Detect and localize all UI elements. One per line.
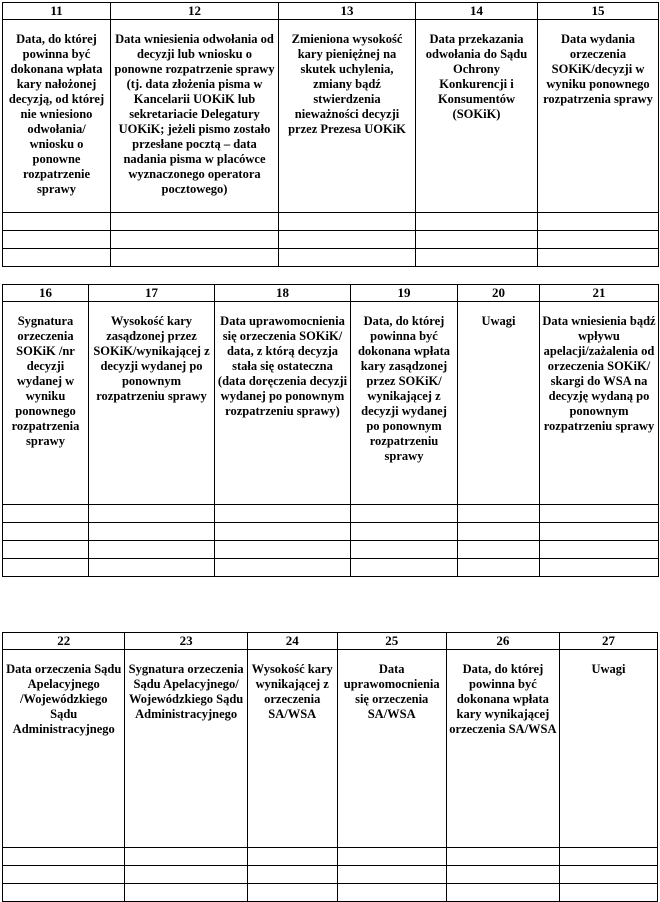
- empty-cell[interactable]: [125, 866, 247, 884]
- empty-cell[interactable]: [540, 523, 659, 541]
- empty-cell[interactable]: [89, 523, 215, 541]
- column-header: Wysokość kary zasądzonej przez SOKiK/wynikającej z decyzji wydanej po ponownym rozpatrzeniu sprawy: [89, 302, 215, 505]
- empty-cell[interactable]: [247, 866, 337, 884]
- column-number: 26: [446, 633, 559, 650]
- empty-cell[interactable]: [351, 559, 458, 577]
- empty-cell[interactable]: [458, 541, 540, 559]
- empty-cell[interactable]: [3, 249, 111, 267]
- column-header: Sygnatura orzeczenia Sądu Apelacyjnego/ Wojewódzkiego Sądu Administracyjnego: [125, 650, 247, 848]
- empty-cell[interactable]: [3, 866, 125, 884]
- empty-cell[interactable]: [540, 559, 659, 577]
- empty-cell[interactable]: [247, 848, 337, 866]
- empty-cell[interactable]: [3, 213, 111, 231]
- empty-cell[interactable]: [111, 231, 279, 249]
- empty-table-row: [3, 541, 659, 559]
- empty-cell[interactable]: [416, 249, 538, 267]
- column-number: 20: [458, 285, 540, 302]
- empty-table-row: [3, 231, 659, 249]
- empty-cell[interactable]: [540, 541, 659, 559]
- empty-cell[interactable]: [215, 559, 351, 577]
- column-number: 18: [215, 285, 351, 302]
- register-table-columns-22-27: [2, 632, 658, 902]
- empty-cell[interactable]: [89, 541, 215, 559]
- empty-table-row: [3, 559, 659, 577]
- empty-table-row: [3, 848, 658, 866]
- empty-cell[interactable]: [89, 505, 215, 523]
- empty-cell[interactable]: [540, 505, 659, 523]
- empty-table-row: [3, 249, 659, 267]
- empty-cell[interactable]: [351, 505, 458, 523]
- empty-cell[interactable]: [3, 541, 89, 559]
- column-number: 24: [247, 633, 337, 650]
- empty-cell[interactable]: [458, 505, 540, 523]
- column-number: 12: [111, 3, 279, 20]
- empty-cell[interactable]: [337, 848, 446, 866]
- empty-cell[interactable]: [446, 866, 559, 884]
- empty-cell[interactable]: [215, 523, 351, 541]
- column-number: 13: [279, 3, 416, 20]
- empty-cell[interactable]: [538, 213, 659, 231]
- empty-cell[interactable]: [3, 505, 89, 523]
- empty-cell[interactable]: [538, 249, 659, 267]
- empty-cell[interactable]: [351, 523, 458, 541]
- empty-cell[interactable]: [111, 249, 279, 267]
- column-number: 17: [89, 285, 215, 302]
- empty-cell[interactable]: [111, 213, 279, 231]
- register-table-columns-11-15: [2, 2, 659, 267]
- column-number-row: [3, 285, 659, 302]
- column-header: Data orzeczenia Sądu Apelacyjnego /Wojewódzkiego Sądu Administracyjnego: [3, 650, 125, 848]
- column-header: Data wniesienia bądź wpływu apelacji/zażalenia od orzeczenia SOKiK/ skargi do WSA na decyzję wydaną po ponownym rozpatrzeniu sprawy: [540, 302, 659, 505]
- empty-cell[interactable]: [125, 848, 247, 866]
- empty-cell[interactable]: [3, 848, 125, 866]
- empty-cell[interactable]: [279, 249, 416, 267]
- column-header-row: [3, 20, 659, 213]
- column-number: 21: [540, 285, 659, 302]
- empty-cell[interactable]: [416, 213, 538, 231]
- column-header: Data wydania orzeczenia SOKiK/decyzji w wyniku ponownego rozpatrzenia sprawy: [538, 20, 659, 213]
- column-header: Uwagi: [458, 302, 540, 505]
- column-header: Uwagi: [560, 650, 658, 848]
- empty-cell[interactable]: [416, 231, 538, 249]
- column-number-row: [3, 633, 658, 650]
- column-number: 14: [416, 3, 538, 20]
- column-header-row: [3, 650, 658, 848]
- empty-cell[interactable]: [215, 541, 351, 559]
- column-header: Data, do której powinna być dokonana wpłata kary wynikającej orzeczenia SA/WSA: [446, 650, 559, 848]
- empty-cell[interactable]: [337, 866, 446, 884]
- empty-table-row: [3, 523, 659, 541]
- column-header: Data, do której powinna być dokonana wpłata kary nałożonej decyzją, od której nie wniesiono odwołania/ wniosku o ponowne rozpatrzenie sprawy: [3, 20, 111, 213]
- column-number: 22: [3, 633, 125, 650]
- column-header: Data, do której powinna być dokonana wpłata kary zasądzonej przez SOKiK/ wynikającej z decyzji wydanej po ponownym rozpatrzeniu sprawy: [351, 302, 458, 505]
- column-number: 15: [538, 3, 659, 20]
- column-header: Wysokość kary wynikającej z orzeczenia SA/WSA: [247, 650, 337, 848]
- empty-table-row: [3, 505, 659, 523]
- column-number-row: [3, 3, 659, 20]
- column-header: Data uprawomocnienia się orzeczenia SA/WSA: [337, 650, 446, 848]
- empty-cell[interactable]: [3, 523, 89, 541]
- register-table-columns-16-21: [2, 284, 659, 577]
- column-number: 27: [560, 633, 658, 650]
- column-number: 11: [3, 3, 111, 20]
- column-header-row: [3, 302, 659, 505]
- empty-cell[interactable]: [279, 213, 416, 231]
- empty-cell[interactable]: [279, 231, 416, 249]
- empty-cell[interactable]: [560, 866, 658, 884]
- empty-cell[interactable]: [3, 231, 111, 249]
- empty-table-row: [3, 213, 659, 231]
- empty-cell[interactable]: [3, 559, 89, 577]
- empty-cell[interactable]: [560, 848, 658, 866]
- column-number: 19: [351, 285, 458, 302]
- empty-cell[interactable]: [446, 848, 559, 866]
- column-header: Data wniesienia odwołania od decyzji lub wniosku o ponowne rozpatrzenie sprawy (tj. data złożenia pisma w Kancelarii UOKiK lub sekretariacie Delegatury UOKiK; jeżeli pismo zostało przesłane pocztą – data nadania pisma w placówce wyznaczonego operatora pocztowego): [111, 20, 279, 213]
- column-number: 25: [337, 633, 446, 650]
- empty-cell[interactable]: [89, 559, 215, 577]
- empty-cell[interactable]: [215, 505, 351, 523]
- empty-cell[interactable]: [351, 541, 458, 559]
- column-number: 23: [125, 633, 247, 650]
- empty-cell[interactable]: [538, 231, 659, 249]
- column-header: Sygnatura orzeczenia SOKiK /nr decyzji wydanej w wyniku ponownego rozpatrzenia sprawy: [3, 302, 89, 505]
- column-number: 16: [3, 285, 89, 302]
- empty-cell[interactable]: [458, 559, 540, 577]
- column-header: Data przekazania odwołania do Sądu Ochrony Konkurencji i Konsumentów (SOKiK): [416, 20, 538, 213]
- column-header: Zmieniona wysokość kary pieniężnej na skutek uchylenia, zmiany bądź stwierdzenia nieważności decyzji przez Prezesa UOKiK: [279, 20, 416, 213]
- column-header: Data uprawomocnienia się orzeczenia SOKiK/ data, z którą decyzja stała się ostateczna (data doręczenia decyzji wydanej po ponownym rozpatrzeniu sprawy): [215, 302, 351, 505]
- empty-cell[interactable]: [458, 523, 540, 541]
- empty-table-row: [3, 866, 658, 884]
